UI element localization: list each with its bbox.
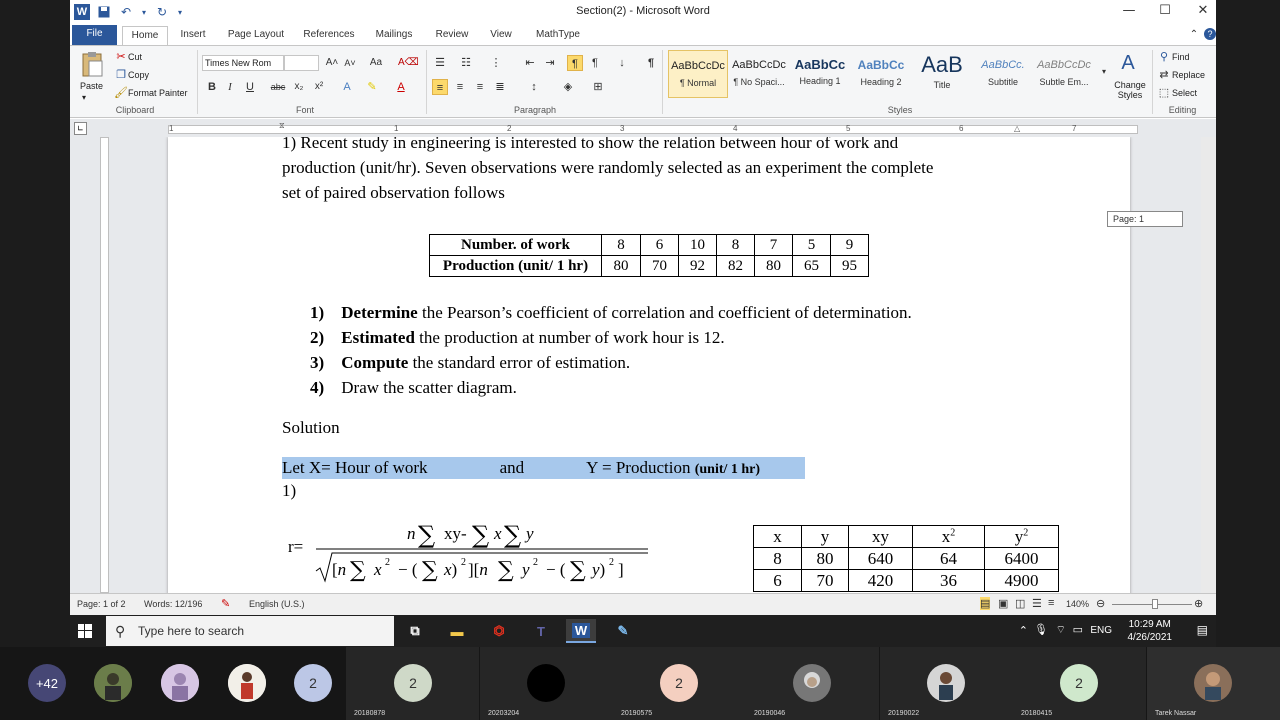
participant-tile[interactable] — [1013, 647, 1146, 720]
participant-name: 20180415 — [1021, 710, 1053, 717]
calculation-table — [753, 525, 1059, 592]
word-logo-icon[interactable]: W — [74, 4, 90, 20]
style-subtitle[interactable] — [973, 50, 1033, 98]
data-table — [429, 234, 869, 277]
horizontal-ruler[interactable] — [168, 121, 1138, 134]
table-cell: 8 — [602, 235, 641, 256]
close-button[interactable]: ✕ — [1197, 3, 1209, 18]
strikethrough-icon[interactable]: abc — [270, 82, 286, 92]
item-verb: Determine — [341, 303, 418, 322]
text-effects-icon[interactable]: A — [343, 81, 351, 93]
tab-page-layout[interactable]: Page Layout — [227, 29, 285, 40]
paste-dropdown-icon[interactable]: ▾ — [82, 93, 87, 102]
wifi-icon[interactable]: ⌔ — [1055, 624, 1066, 636]
style-sample: AaBbCcDc — [671, 60, 725, 72]
solution-heading: Solution — [282, 418, 340, 437]
line-spacing-icon[interactable]: ↕ — [531, 81, 537, 93]
style-sample: AaBbCc. — [981, 59, 1025, 71]
svg-text:− (: − ( — [398, 560, 418, 579]
svg-text:y): y) — [592, 560, 606, 579]
ruler-row — [70, 119, 1216, 137]
copy-button[interactable]: Copy — [128, 70, 150, 80]
increase-indent-icon[interactable]: ⇥ — [545, 57, 555, 69]
start-button[interactable] — [70, 615, 100, 647]
item-text: the Pearson’s coefficient of correlation and coefficient of determination. — [417, 303, 912, 322]
customize-qat-icon[interactable]: ▾ — [177, 7, 182, 17]
style-sample: AaBbCc — [794, 57, 846, 72]
tab-mailings[interactable]: Mailings — [375, 29, 413, 40]
search-placeholder: Type here to search — [138, 624, 245, 638]
svg-text:− (: − ( — [546, 560, 566, 579]
replace-button[interactable]: Replace — [1172, 70, 1206, 80]
zoom-slider-thumb[interactable] — [1152, 599, 1158, 609]
paint-icon[interactable]: ✎ — [617, 623, 629, 638]
task-view-icon[interactable]: ⧉ — [410, 623, 420, 638]
table-cell: 420 — [849, 570, 913, 592]
zoom-level[interactable]: 140% — [1066, 599, 1090, 609]
time: 10:29 AM — [1128, 619, 1171, 630]
indent-marker-icon[interactable]: ⧖ — [279, 121, 285, 130]
copy-icon[interactable]: ❐ — [116, 69, 126, 81]
windows-taskbar — [70, 615, 1216, 647]
dropdown-icon[interactable]: ▾ — [141, 7, 146, 17]
undo-icon[interactable]: ↶ — [120, 5, 132, 19]
table-cell: 70 — [802, 570, 849, 592]
clock[interactable] — [1128, 618, 1173, 644]
part-label: 1) — [282, 481, 297, 500]
table-cell: 95 — [831, 256, 869, 277]
style-subtle-emphasis[interactable] — [1034, 50, 1094, 98]
highlight-icon[interactable]: ✎ — [367, 81, 377, 93]
table-header: xy — [849, 526, 913, 548]
table-cell: 70 — [641, 256, 679, 277]
participant-avatar-black — [527, 664, 565, 702]
bold-icon[interactable]: B — [208, 81, 216, 93]
style-name: Heading 1 — [799, 76, 841, 86]
cut-icon[interactable]: ✂ — [116, 51, 126, 63]
list-item — [310, 325, 912, 350]
table-header-row — [754, 526, 1059, 548]
tab-mathtype[interactable]: MathType — [536, 29, 580, 40]
divider — [197, 50, 198, 114]
participant-avatar-photo[interactable] — [161, 664, 199, 702]
tab-home[interactable]: Home — [122, 26, 168, 45]
change-styles-icon[interactable]: A — [1121, 52, 1135, 74]
participant-name: 20180878 — [354, 710, 386, 717]
language-indicator[interactable]: ENG — [1090, 625, 1112, 636]
borders-icon[interactable]: ⊞ — [593, 81, 603, 93]
table-cell: 9 — [831, 235, 869, 256]
align-left-icon[interactable]: ≡ — [432, 79, 448, 95]
table-row — [430, 235, 869, 256]
style-sample: AaB — [921, 52, 963, 77]
svg-text:][n: ][n — [468, 560, 488, 579]
minimize-button[interactable]: — — [1122, 3, 1136, 18]
format-painter-button[interactable]: Format Painter — [128, 88, 188, 98]
format-painter-icon[interactable]: 🖌 — [114, 87, 128, 99]
item-number: 1) — [310, 303, 325, 322]
let-unit: (unit/ 1 hr) — [694, 462, 761, 477]
table-cell: 5 — [793, 235, 831, 256]
document-page[interactable] — [168, 137, 1130, 593]
item-text: the production at number of work hour is 12. — [414, 328, 725, 347]
intro-line: production (unit/hr). Seven observations were randomly selected as an experiment the complete — [282, 158, 934, 177]
word-taskbar-icon[interactable]: W — [566, 619, 596, 643]
title-bar — [70, 0, 1216, 24]
table-cell: 7 — [755, 235, 793, 256]
style-title[interactable] — [912, 50, 972, 98]
table-cell: 8 — [717, 235, 755, 256]
svg-text:xy-: xy- — [444, 524, 467, 543]
correlation-formula — [312, 515, 652, 587]
svg-text:x): x) — [444, 560, 458, 579]
word-window — [70, 0, 1216, 615]
svg-text:x: x — [494, 524, 502, 543]
svg-text:]: ] — [618, 560, 624, 579]
table-header-y2: $y^2$ — [985, 526, 1059, 548]
formula-lhs: r= — [288, 537, 304, 556]
font-color-icon[interactable]: A — [397, 81, 405, 93]
table-row — [754, 570, 1059, 592]
ribbon-collapse-icon[interactable]: ⌃ — [1189, 29, 1199, 40]
svg-text:∑: ∑ — [350, 558, 366, 583]
style-normal[interactable] — [668, 50, 728, 98]
outline-icon[interactable]: ☰ — [1032, 598, 1042, 610]
table-header: x — [754, 526, 802, 548]
help-icon[interactable]: ? — [1204, 28, 1216, 40]
web-layout-icon[interactable]: ◫ — [1015, 598, 1026, 610]
ruler-number: 2 — [507, 124, 512, 133]
participant-avatar-photo — [1194, 664, 1232, 702]
superscript-icon[interactable]: x² — [314, 81, 324, 92]
table-cell: 6400 — [985, 548, 1059, 570]
align-center-icon[interactable]: ≡ — [456, 81, 464, 93]
table-header-x2: $x^2$ — [913, 526, 985, 548]
table-header: y — [802, 526, 849, 548]
sort-icon[interactable]: ↓ — [619, 57, 625, 69]
italic-icon[interactable]: I — [228, 81, 232, 93]
show-marks-icon[interactable]: ¶ — [647, 57, 655, 69]
page-tooltip: Page: 1 — [1107, 211, 1183, 227]
style-name: Title — [933, 80, 951, 90]
table-cell: 10 — [679, 235, 717, 256]
table-cell: 64 — [913, 548, 985, 570]
participant-avatar-initial: 2 — [394, 664, 432, 702]
table-cell: 65 — [793, 256, 831, 277]
divider — [426, 50, 427, 114]
svg-text:n: n — [407, 524, 416, 543]
svg-text:∑: ∑ — [418, 521, 436, 549]
table-cell: 36 — [913, 570, 985, 592]
table-cell: 80 — [602, 256, 641, 277]
divider — [662, 50, 663, 114]
underline-icon[interactable]: U — [246, 81, 254, 93]
draft-icon[interactable]: ≡ — [1048, 597, 1055, 609]
teams-icon[interactable]: T — [537, 623, 545, 639]
subscript-icon[interactable]: x₂ — [294, 81, 304, 92]
participant-tile[interactable] — [746, 647, 879, 720]
participant-avatar-photo — [793, 664, 831, 702]
let-line — [282, 457, 805, 479]
page-count[interactable]: Page: 1 of 2 — [77, 599, 126, 609]
intro-line: 1) Recent study in engineering is interested to show the relation between hour of work and — [282, 137, 899, 152]
clear-formatting-icon[interactable]: A⌫ — [398, 57, 419, 68]
justify-icon[interactable]: ≣ — [495, 81, 505, 93]
style-heading-2[interactable] — [851, 50, 911, 98]
divider — [1152, 50, 1153, 114]
align-right-icon[interactable]: ≡ — [476, 81, 484, 93]
style-no-spacing[interactable] — [729, 50, 789, 98]
window-title: Section(2) - Microsoft Word — [576, 5, 710, 17]
participant-tile[interactable] — [480, 647, 613, 720]
style-sample: AaBbCc — [857, 58, 905, 72]
svg-text:∑: ∑ — [422, 558, 438, 583]
let-y: Y = Production — [586, 458, 691, 477]
notifications-icon[interactable]: ▤ — [1196, 623, 1208, 637]
select-icon[interactable]: ⬚ — [1158, 87, 1170, 99]
item-text: the standard error of estimation. — [408, 353, 631, 372]
document-area — [70, 137, 1216, 593]
style-name: Subtle Em... — [1039, 77, 1089, 87]
language-status[interactable]: English (U.S.) — [249, 599, 305, 609]
paragraph-group-label: Paragraph — [513, 105, 557, 115]
shrink-font-icon[interactable]: A˅ — [344, 58, 356, 68]
item-verb: Compute — [341, 353, 409, 372]
svg-text:∑: ∑ — [498, 558, 514, 583]
item-verb: Estimated — [341, 328, 415, 347]
table-row-label: Number. of work — [430, 235, 602, 256]
participant-avatar-initial: 2 — [1060, 664, 1098, 702]
clipboard-group-label: Clipboard — [115, 105, 155, 115]
acrobat-icon[interactable]: ⏣ — [493, 623, 505, 638]
table-cell: 80 — [802, 548, 849, 570]
list-item — [310, 300, 912, 325]
ruler-number: 6 — [959, 124, 964, 133]
tab-selector-icon[interactable]: ∟ — [74, 122, 87, 135]
table-cell: 8 — [754, 548, 802, 570]
find-button[interactable]: Find — [1172, 52, 1190, 62]
svg-text:∑: ∑ — [472, 521, 490, 549]
style-name: Subtitle — [987, 77, 1019, 87]
participant-tile[interactable] — [1147, 647, 1280, 720]
table-cell: 80 — [755, 256, 793, 277]
intro-line: set of paired observation follows — [282, 183, 505, 202]
word-count[interactable]: Words: 12/196 — [144, 599, 203, 609]
redo-icon[interactable]: ↻ — [156, 5, 168, 19]
svg-text:2: 2 — [609, 557, 614, 568]
ruler-number: 1 — [394, 124, 399, 133]
proofing-icon[interactable]: ✎ — [221, 598, 231, 610]
item-number: 4) — [310, 378, 325, 397]
vertical-ruler[interactable] — [100, 137, 109, 593]
taskbar-search[interactable] — [106, 616, 394, 646]
numbering-icon[interactable]: ☷ — [461, 57, 471, 69]
participant-tile[interactable] — [880, 647, 1013, 720]
bullets-icon[interactable]: ☰ — [435, 57, 445, 69]
participant-tile[interactable] — [613, 647, 746, 720]
paste-icon[interactable] — [80, 51, 104, 79]
zoom-in-icon[interactable]: ⊕ — [1194, 598, 1204, 610]
table-row — [754, 548, 1059, 570]
tray-chevron-icon[interactable]: ⌃ — [1018, 625, 1028, 637]
cut-button[interactable]: Cut — [128, 52, 143, 62]
windows-icon — [78, 624, 92, 638]
tab-file[interactable]: File — [72, 25, 117, 45]
svg-text:2: 2 — [385, 557, 390, 568]
item-text: Draw the scatter diagram. — [341, 378, 517, 397]
ltr-icon[interactable]: ¶ — [567, 55, 583, 71]
ribbon-tabs — [70, 24, 1216, 45]
shading-icon[interactable]: ◈ — [563, 81, 573, 93]
font-name-select[interactable]: Times New Rom — [202, 55, 284, 71]
table-row — [430, 256, 869, 277]
replace-icon[interactable]: ⇄ — [1159, 69, 1169, 81]
find-icon[interactable]: ⚲ — [1159, 51, 1169, 63]
participant-name: 20190575 — [621, 710, 653, 717]
item-number: 2) — [310, 328, 325, 347]
ruler-number: 4 — [733, 124, 738, 133]
print-layout-icon[interactable]: ▤ — [980, 598, 991, 610]
change-case-icon[interactable]: Aa — [369, 57, 383, 68]
participant-avatar-photo[interactable] — [94, 664, 132, 702]
table-cell: 4900 — [985, 570, 1059, 592]
table-row-label: Production (unit/ 1 hr) — [430, 256, 602, 277]
participant-avatar-initial: 2 — [660, 664, 698, 702]
participant-avatar-initial[interactable]: 2 — [294, 664, 332, 702]
participant-name: 20190022 — [888, 710, 920, 717]
svg-text:2: 2 — [461, 557, 466, 568]
participant-name: 20203204 — [488, 710, 520, 717]
battery-icon[interactable]: ▭ — [1072, 624, 1083, 636]
search-icon: ⚲ — [115, 623, 126, 639]
svg-text:∑: ∑ — [570, 558, 586, 583]
zoom-out-icon[interactable]: ⊖ — [1096, 598, 1106, 610]
table-cell: 640 — [849, 548, 913, 570]
styles-group-label: Styles — [887, 105, 913, 115]
participants-strip — [0, 647, 1280, 720]
change-styles-button[interactable]: Change Styles — [1114, 80, 1146, 100]
table-cell: 92 — [679, 256, 717, 277]
full-screen-icon[interactable]: ▣ — [998, 598, 1009, 610]
participant-name: 20190046 — [754, 710, 786, 717]
svg-text:2: 2 — [533, 557, 538, 568]
paste-button[interactable]: Paste — [80, 81, 104, 91]
svg-text:y: y — [522, 560, 530, 579]
decrease-indent-icon[interactable]: ⇤ — [525, 57, 535, 69]
ruler-number: 7 — [1072, 124, 1077, 133]
select-button[interactable]: Select — [1172, 88, 1198, 98]
maximize-button[interactable]: ☐ — [1159, 3, 1171, 18]
question-list — [310, 300, 912, 400]
date: 4/26/2021 — [1127, 632, 1172, 643]
participant-tile[interactable] — [346, 647, 479, 720]
font-size-select[interactable] — [284, 55, 319, 71]
ruler-number: 5 — [846, 124, 851, 133]
participant-name: Tarek Nassar — [1155, 710, 1197, 717]
style-name: Heading 2 — [860, 77, 902, 87]
more-participants-button[interactable]: +42 — [28, 664, 66, 702]
ribbon-home — [70, 45, 1216, 118]
editing-group-label: Editing — [1168, 105, 1197, 115]
grow-font-icon[interactable]: A˄ — [325, 57, 339, 68]
tab-view[interactable]: View — [490, 29, 512, 40]
participant-avatar-photo — [927, 664, 965, 702]
style-name: ¶ No Spaci... — [733, 77, 785, 87]
multilevel-list-icon[interactable]: ⋮ — [490, 57, 502, 69]
microphone-icon[interactable]: 🎙 — [1034, 624, 1048, 636]
rtl-icon[interactable]: ¶ — [592, 57, 598, 69]
ruler-number: 1 — [169, 124, 174, 133]
right-indent-marker-icon[interactable]: △ — [1014, 124, 1021, 133]
vertical-scrollbar[interactable] — [1201, 137, 1216, 593]
tab-insert[interactable]: Insert — [180, 29, 206, 40]
svg-text:x: x — [374, 560, 382, 579]
style-sample: AaBbCcDc — [732, 59, 786, 71]
ruler-number: 3 — [620, 124, 625, 133]
item-number: 3) — [310, 353, 325, 372]
table-cell: 6 — [754, 570, 802, 592]
list-item — [310, 350, 912, 375]
style-name: ¶ Normal — [679, 78, 717, 88]
style-sample: AaBbCcDc — [1037, 59, 1091, 71]
table-cell: 82 — [717, 256, 755, 277]
tab-references[interactable]: References — [303, 29, 355, 40]
list-item — [310, 375, 912, 400]
svg-text:∑: ∑ — [504, 521, 522, 549]
let-and: and — [499, 458, 525, 477]
participant-avatar-photo[interactable] — [228, 664, 266, 702]
style-heading-1[interactable] — [790, 50, 850, 98]
font-group-label: Font — [295, 105, 314, 115]
table-cell: 6 — [641, 235, 679, 256]
svg-text:[n: [n — [332, 560, 347, 579]
let-x: Let X= Hour of work — [282, 458, 428, 477]
svg-text:y: y — [526, 524, 534, 543]
status-bar — [70, 593, 1216, 615]
file-explorer-icon[interactable]: ▬ — [450, 623, 464, 639]
tab-review[interactable]: Review — [435, 29, 469, 40]
styles-more-icon[interactable]: ▾ — [1101, 67, 1106, 76]
